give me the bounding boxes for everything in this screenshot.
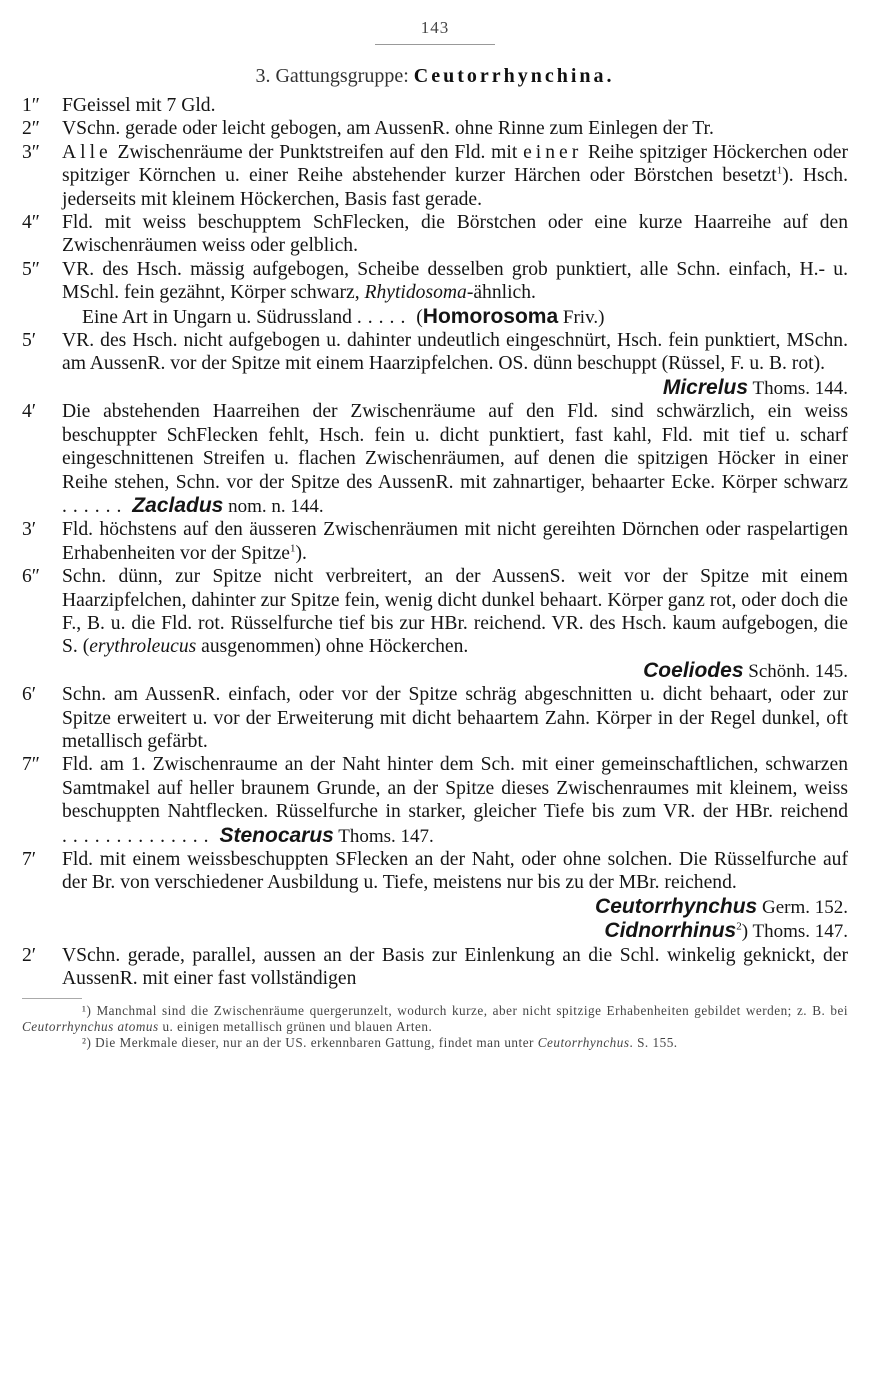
entry-number: 7″ (22, 754, 40, 776)
genus-author: Germ. 152. (757, 896, 848, 918)
leader-dots: ..... (356, 306, 412, 328)
key-entry (22, 117, 848, 140)
key-entry (22, 141, 848, 211)
footnotes (22, 1003, 848, 1051)
entry-text: VSchn. gerade oder leicht gebogen, am AussenR. ohne Rinne zum Einlegen der Tr. (62, 118, 714, 140)
footnote (22, 1003, 848, 1035)
key-entry (22, 211, 848, 258)
entry-number: 4′ (22, 401, 37, 423)
entry-italic: Rhytidosoma (364, 282, 467, 304)
genus-name: Coeliodes (643, 658, 744, 682)
genus-author: ) Thoms. 147. (741, 921, 848, 943)
entry-text: ausgenommen) ohne Höckerchen. (196, 636, 469, 658)
entry-text: Fld. mit einem weissbeschuppten SFlecken an der Naht, oder ohne solchen. Die Rüsselfurche auf der Br. von verschiedener Ausbildung u. Tiefe, meistens nur bis zu der MBr. reichend. (62, 849, 848, 894)
genus-author: Schönh. 145. (743, 660, 848, 682)
entry-text: ). Hsch. jederseits mit kleinem Höckerchen, Basis fast gerade. (62, 165, 848, 210)
key-entry (22, 94, 848, 117)
taxon-line (62, 659, 848, 683)
genus-author: Friv.) (558, 306, 605, 328)
subline-text: Eine Art in Ungarn u. Südrussland (82, 306, 352, 328)
entry-number: 2′ (22, 944, 37, 966)
key-entry (22, 683, 848, 753)
entry-text: Fld. mit weiss beschupptem SchFlecken, die Börstchen oder eine kurze Haarreihe auf den Zwischenräumen weiss oder gelblich. (62, 212, 848, 257)
entry-text-spaced: Alle (62, 141, 112, 163)
entry-number: 5″ (22, 258, 40, 280)
entry-text: Die abstehenden Haarreihen der Zwischenräume auf den Fld. sind schwärzlich, ein weiss beschuppter SchFlecken fehlt, Hsch. fein u. dicht punktiert, fast kahl, Fld. mit tief u. scharf eingeschnittenen Streifen u. flachen Zwischenräumen, auf denen die spitzigen Höcker in einer Reihe stehen, Schn. vor der Spitze des AussenR. mit zahnartiger, behaarter Ecke. Körper schwarz (62, 401, 848, 493)
footnote-ref: 1 (776, 164, 783, 177)
entry-text: FGeissel mit 7 Gld. (62, 95, 216, 116)
genus-name: Micrelus (662, 375, 749, 399)
genus-name: Ceutorrhynchus (595, 894, 758, 918)
entry-text: VSchn. gerade, parallel, aussen an der Basis zur Einlenkung an die Schl. winkelig geknickt, der AussenR. mit einer fast vollständigen (62, 944, 848, 990)
footnote (22, 1035, 848, 1051)
leader-dots: .............. (62, 825, 215, 847)
entry-number: 7′ (22, 849, 37, 870)
footnote-text: Manchmal sind die Zwischenräume quergerunzelt, wodurch kurze, aber nicht spitzige Erhabenheiten gebildet werden; z. B. bei (91, 1003, 848, 1019)
genus-author: Thoms. 144. (748, 377, 848, 399)
taxon-line (62, 376, 848, 400)
entry-text: Fld. am 1. Zwischenraume an der Naht hinter dem Sch. mit einer gemeinschaftlichen, schwarzen Samtmakel auf heller braunem Grunde, an der Spitze dieses Zwischenraumes mit kleinem, weiss beschuppten Nahtflecken. Rüsselfurche in starker, gleicher Tiefe bis zum VR. der HBr. reichend (62, 754, 848, 823)
genus-name: Zacladus (132, 493, 224, 517)
key-entry (22, 400, 848, 518)
footnote-text: . S. 155. (629, 1035, 678, 1051)
entry-text: Schn. am AussenR. einfach, oder vor der Spitze schräg abgeschnitten u. dicht behaart, oder zur Spitze erweitert u. vor der Erweiterung mit dicht behaartem Zahn. Körper in der Regel dunkel, oft metallisch gefärbt. (62, 684, 848, 752)
footnote-marker: ²) (82, 1035, 92, 1051)
entry-number: 6′ (22, 684, 37, 706)
footnote-rule (22, 998, 82, 999)
entry-text: Fld. höchstens auf den äusseren Zwischenräumen mit nicht gereihten Dörnchen oder raspelartigen Erhabenheiten vor der Spitze (62, 519, 848, 564)
entry-number: 3″ (22, 141, 40, 163)
entry-text: Reihe spitziger Höckerchen oder spitziger Körnchen u. einer Reihe abstehender kurzer Härchen oder Börstchen besetzt (62, 141, 848, 187)
key-entry (22, 258, 848, 305)
footnote-ref: 2 (736, 920, 742, 933)
entry-text: Zwischenräume der Punktstreifen auf den Fld. mit (111, 141, 524, 163)
entry-text-spaced: einer (523, 141, 583, 163)
genus-author: nom. n. 144. (223, 495, 324, 517)
header-rule (375, 44, 495, 45)
genus-name: Stenocarus (219, 823, 334, 847)
key-entry (22, 518, 848, 565)
page-number: 143 (420, 18, 450, 37)
key-entry (22, 848, 848, 944)
taxon-line (62, 919, 848, 943)
key-entry (22, 753, 848, 848)
key-subline (22, 305, 848, 329)
heading-prefix: 3. Gattungsgruppe: (255, 65, 414, 87)
entry-text: -ähnlich. (466, 282, 536, 304)
entry-number: 6″ (22, 566, 40, 588)
entry-number: 4″ (22, 212, 40, 234)
entry-number: 3′ (22, 519, 37, 541)
footnote-text: Die Merkmale dieser, nur an der US. erkennbaren Gattung, findet man unter (91, 1035, 538, 1051)
key-entry (22, 944, 848, 991)
key-entries (22, 94, 848, 990)
footnote-ref: 1 (289, 542, 296, 555)
section-heading (22, 65, 848, 88)
genus-name: Homorosoma (422, 304, 559, 328)
entry-text: ). (295, 542, 307, 564)
footnote-italic: Ceutorrhynchus atomus (22, 1019, 159, 1035)
key-entry (22, 565, 848, 683)
genus-author: Thoms. 147. (333, 825, 434, 847)
footnote-marker: ¹) (82, 1003, 92, 1019)
key-entry (22, 329, 848, 400)
paren: ( (416, 306, 423, 328)
footnote-italic: Ceutorrhynchus (537, 1035, 630, 1051)
entry-number: 1″ (22, 95, 40, 116)
genus-name: Cidnorrhinus (604, 919, 737, 943)
entry-number: 5′ (22, 330, 37, 352)
entry-text: VR. des Hsch. nicht aufgebogen u. dahinter undeutlich eingeschnürt, Hsch. fein punktiert, MSchn. am AussenR. vor der Spitze mit einem Haarzipfelchen. OS. dünn beschuppt (Rüssel, F. u. B. rot). (62, 330, 848, 375)
entry-italic: erythroleucus (89, 636, 197, 658)
heading-group-name: Ceutorrhynchina. (413, 65, 615, 87)
leader-dots: ...... (62, 495, 128, 517)
footnote-text: u. einigen metallisch grünen und blauen Arten. (158, 1019, 433, 1035)
entry-text: Schn. dünn, zur Spitze nicht verbreitert, an der AussenS. weit vor der Spitze mit einem Haarzipfelchen, dahinter zur Spitze fein, wenig dicht dunkel behaart. Körper ganz rot, oder doch die F., B. u. die Fld. rot. Rüsselfurche tief bis zur HBr. reichend. VR. des Hsch. kaum aufgebogen, die S. ( (62, 566, 848, 658)
entry-number: 2″ (22, 118, 40, 140)
taxon-line (62, 895, 848, 919)
entry-text: VR. des Hsch. mässig aufgebogen, Scheibe desselben grob punktiert, alle Schn. einfach, H.- u. MSchl. fein gezähnt, Körper schwarz, (62, 258, 848, 304)
page (22, 18, 848, 1051)
